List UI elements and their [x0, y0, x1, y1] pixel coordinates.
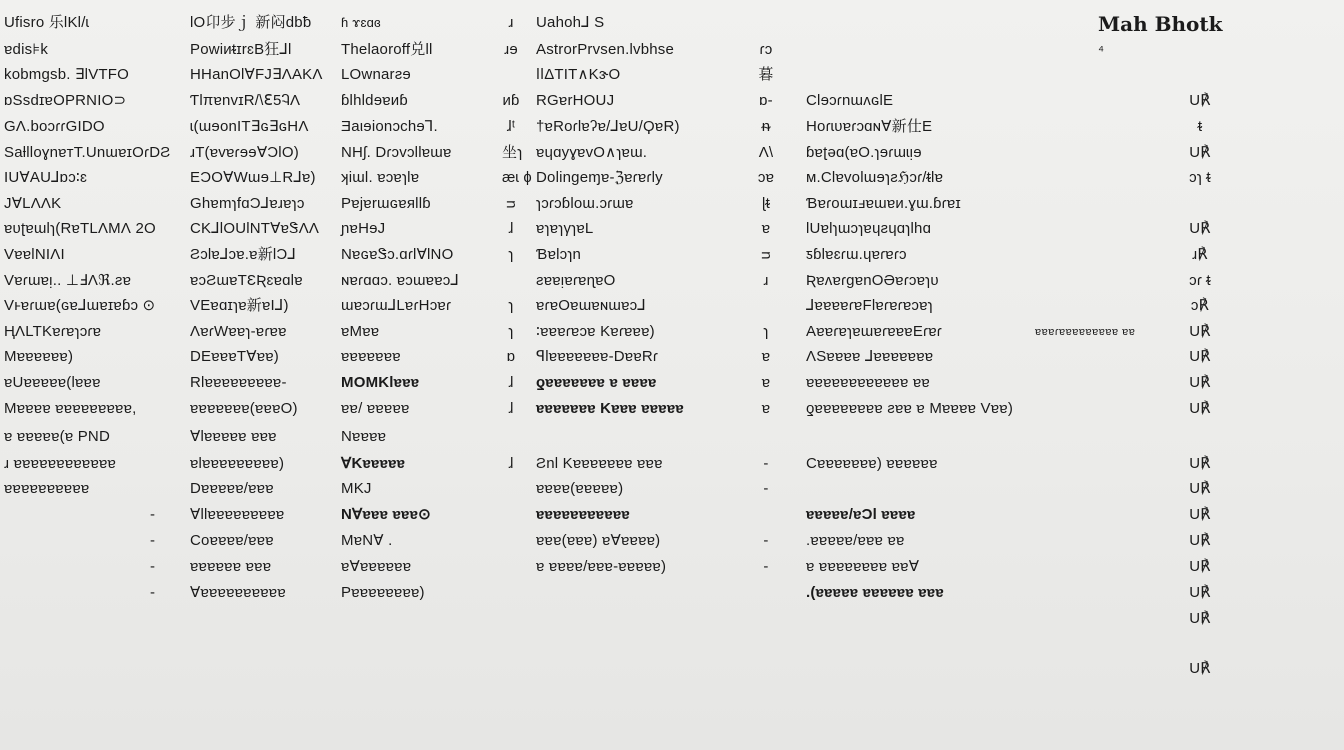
row-col-2: ɐɐ/ ɐɐɐɐɐ	[341, 400, 410, 417]
row-col-5: U℟	[1189, 480, 1211, 497]
row-col-0: ɐdis⊧k	[4, 41, 49, 58]
row-mark-2: ɒ	[506, 348, 516, 365]
row-col-3: RGɐrHOUJ	[536, 92, 615, 109]
row-col-1: ɹT(ɐvɐɾɘɘⱯƆlO)	[190, 144, 299, 161]
row-col-1: ɐɐɐɐɐɐɐ(ɐɐɐO)	[190, 400, 298, 417]
row-col-1: ɩ(ɯɘonIT∃ɢ∃ɢHɅ	[190, 118, 309, 135]
row-col-1: ɐlɐɐɐɐɐɐɐɐɐ)	[190, 455, 285, 472]
row-col-0: Vɐɾɯɐᴉ.. ⊥ℲɅℜ.ƨɐ	[4, 272, 132, 289]
header-col-3: Uahoh⅃ S	[536, 14, 605, 31]
row-col-2: Pɐɐɐɐɐɐɐɐ)	[341, 584, 425, 601]
row-col-4: ƽɓlɐɛɾɯ.ɥɐɾɐɾɔ	[806, 246, 907, 263]
header-mark-2: ɹ	[508, 14, 514, 31]
row-mark-3: ᵰ	[761, 118, 771, 135]
row-col-5: U℟	[1189, 348, 1211, 365]
row-mark-3: -	[763, 480, 769, 497]
row-col-5: U℟	[1189, 584, 1211, 601]
row-col-3: ƍɐɐɐɐɐɐɐ ɐ ɐɐɐɐ	[536, 374, 657, 391]
row-col-5: U℟	[1189, 506, 1211, 523]
row-mark-0: -	[150, 558, 156, 575]
row-mark-3: ᴝ	[761, 246, 771, 263]
row-col-0: ɐUɐɐɐɐɐ(lɐɐɐ	[4, 374, 101, 391]
row-col-0: ɐυʈɐɯlɿ(RɐTLɅMɅ 2O	[4, 220, 156, 237]
row-col-1: Ɐɐɐɐɐɐɐɐɐɐɐ	[190, 584, 286, 601]
row-col-5: U℟	[1189, 660, 1211, 677]
row-col-3: ɐɐɐɐ(ɐɐɐɐɐ)	[536, 480, 624, 497]
row-col-4: Cɐɐɐɐɐɐɐ) ɐɐɐɐɐɐ	[806, 455, 938, 472]
row-col-4: .ɐɐɐɐɐ/ɐɐɐ ɐɐ	[806, 532, 905, 549]
row-col-0: Mɐɐɐɐ ɐɐɐɐɐɐɐɐɐ,	[4, 400, 137, 417]
row-col-4: ɐɐɐɐɐɐɐɐɐɐɐɐ ɐɐ	[806, 374, 930, 391]
row-col-1: ƬlπɐnvɪR/\ℇ5ᎸɅ	[190, 92, 301, 109]
row-mark-0: -	[150, 584, 156, 601]
row-mark-3: -	[763, 558, 769, 575]
row-mark-2: ᴝ	[506, 195, 516, 212]
row-col-5: U℟	[1189, 610, 1211, 627]
row-col-4: HoɾɩυɐɾɔɑɴⱯ新仕E	[806, 118, 933, 135]
row-mark-2: 坐ɿ	[502, 144, 523, 161]
document-title: Mah Bhotk	[1098, 12, 1223, 36]
row-col-3: ɐɐɐ(ɐɐɐ) ɐⱯɐɐɐɐ)	[536, 532, 661, 549]
row-col-3: ɐ ɐɐɐɐ/ɐɐɐ-ɐɐɐɐɐ)	[536, 558, 667, 575]
row-col-1: Coɐɐɐɐ/ɐɐɐ	[190, 532, 274, 549]
row-col-0: ɒSsdɪɐOPRNIO⊃	[4, 92, 127, 109]
row-col-3: ɿɔɾɔɓloɯ.ɔɾɯɐ	[536, 195, 634, 212]
row-col-1: CK⅃lOUlNTⱯɐᏕɅɅ	[190, 220, 320, 237]
row-col-4: ᴍ.CƖɐvolɯɘɿƨℌɔɾ/ᵵlɐ	[806, 169, 944, 186]
row-col-3: ꟼlɐɐɐɐɐɐɐ-DɐɐRɾ	[536, 348, 659, 365]
row-col-2: ɲɐHɘJ	[341, 220, 386, 237]
row-col-0: GɅ.boɔɾɾGIDO	[4, 118, 105, 135]
row-mark-2: æɩ ɸ	[502, 169, 532, 186]
row-col-1: Dɐɐɐɐɐ/ɐɐɐ	[190, 480, 274, 497]
row-col-3: ɐɐɐɐɐɐɐ Kɐɐɐ ɐɐɐɐɐ	[536, 400, 684, 417]
row-mark-3: ɿ	[763, 323, 769, 340]
row-col-2: ɓlhldɘɐᴎɓ	[341, 92, 408, 109]
header-col-1: lO卬步ｊ 新闷dbƀ	[190, 14, 312, 31]
row-mark-2: ɹɘ	[504, 41, 518, 58]
row-col-2: Thelaoroff兑ll	[341, 41, 433, 58]
row-col-5: U℟	[1189, 558, 1211, 575]
row-col-2: MɐNⱯ .	[341, 532, 393, 549]
row-mark-2: ɺ	[508, 400, 514, 417]
row-col-2: MKJ	[341, 480, 372, 497]
row-col-2: Nɐɐɐɐ	[341, 428, 387, 445]
row-col-2: ɐɐɐɐɐɐɐ	[341, 348, 401, 365]
row-col-1: PowiᴎᵵɪrɛB狂⅃l	[190, 41, 292, 58]
row-col-5: U℟	[1189, 400, 1211, 417]
row-mark-2: ɺ	[508, 374, 514, 391]
row-col-3: ɐɿɐɿγɿɐL	[536, 220, 594, 237]
row-col-3: ɐɾɐOɐɯɐɴɯɐɔ⅃	[536, 297, 646, 314]
row-col-0: IUⱯAU⅃ɒɔ∶ɛ	[4, 169, 88, 186]
row-col-4: ƦɐᴧɐɾgɐnOƏɐɾɔɐɿυ	[806, 272, 939, 289]
row-col-4: ⅃ɐɐɐɐɾɐFlɐɾɐɾɐɔɐɿ	[806, 297, 933, 314]
row-mark-2: ɿ	[508, 323, 514, 340]
row-col-4: ɐɐɐɐɐ/ɐƆl ɐɐɐɐ	[806, 506, 916, 523]
row-col-1: Ɐllɐɐɐɐɐɐɐɐɐ	[190, 506, 285, 523]
row-mark-3: ɐ	[761, 374, 771, 391]
row-col-5: U℟	[1189, 92, 1211, 109]
title-mark: ⁴	[1098, 42, 1105, 58]
row-col-2: NHʃ. Dɾɔvɔllɐɯɐ	[341, 144, 452, 161]
row-col-2: NⱯɐɐɐ ɐɐɐ⊙	[341, 506, 431, 523]
row-mark-2: ɿ	[508, 297, 514, 314]
row-col-3: ɐɥɑyɣɐvO∧ɿɐɯ.	[536, 144, 648, 161]
row-col-0: ɹ ɐɐɐɐɐɐɐɐɐɐɐɐ	[4, 455, 117, 472]
row-col-3: ǀǀΔTIT∧KɝΟ	[536, 66, 621, 83]
row-mark-2: ɺᵗ	[506, 118, 516, 135]
row-col-0: Mɐɐɐɐɐɐ)	[4, 348, 74, 365]
row-mark-3: ɐ	[761, 400, 771, 417]
row-col-0: Vⱶɐɾɯɐ(ɢɐ⅃ɯɐɪɐɓɔ ⊙	[4, 297, 156, 314]
row-col-4: AɐɐɾɐɿɐɯɐɾɐɐɐEɾɐɾ	[806, 323, 942, 340]
row-col-0: JⱯLɅΛK	[4, 195, 62, 212]
row-col-5: ɔ℟	[1190, 297, 1210, 314]
row-col-1: Ƨɔlɐ⅃ɔɐ.ɐ新lƆ⅃	[190, 246, 297, 263]
row-col-5: U℟	[1189, 323, 1211, 340]
row-mark-2: ᴎɓ	[502, 92, 520, 109]
row-mark-2: ɺ	[508, 220, 514, 237]
row-col-5: ɔɾ ᵵ	[1189, 272, 1211, 289]
row-mark-2: ɿ	[508, 246, 514, 263]
row-col-1: VEɐɑɪɿɐ新ɐI⅃)	[190, 297, 289, 314]
row-col-4: ɓɐʈəɑ(ɐO.ɿɘɾɯɩᴉɘ	[806, 144, 922, 161]
row-col-2: LOwnarƨɘ	[341, 66, 411, 83]
row-col-1: ɅɐɾWɐɐɿ-ɐɾɐɐ	[190, 323, 287, 340]
row-col-2: ɯɐɔɾɯ⅃LɐɾHɔɐɾ	[341, 297, 452, 314]
row-col-1: GhɐmɿfɑƆ⅃ɐɹɐɿɔ	[190, 195, 305, 212]
row-col-2: MOMKlɐɐɐ	[341, 374, 420, 391]
row-col-3: Ɓɐlɔɿn	[536, 246, 582, 263]
row-mark-2: ɺ	[508, 455, 514, 472]
row-mark-3: ɐ	[761, 348, 771, 365]
row-col-2: PɐjɐrɯɢɐᴙlƖɓ	[341, 195, 431, 212]
row-col-4: ClɘɔɾnɯʌɢlE	[806, 92, 894, 109]
row-col-5: ɔɿ ᵵ	[1189, 169, 1211, 186]
row-col-1: ɐɔƧɯɐTƐƦɛɐɑlɐ	[190, 272, 303, 289]
row-col-4: lUɐlɿɯɔɿɐɥƨɥɑɿlhɑ	[806, 220, 932, 237]
row-col-3: ɐɐɐɐɐɐɐɐɐɐɐ	[536, 506, 630, 523]
row-mark-3: ɾɔ	[759, 41, 773, 58]
row-mark-0: -	[150, 532, 156, 549]
row-col-0: SaƚlloɣnɐᴛT.UnɯɐɪOɾDƧ	[4, 144, 171, 161]
row-col-4: Ɓɐɾoɯɪⅎɐɯɐᴎ.ɣɯ.ɓɾɐɪ	[806, 195, 961, 212]
row-col-3: AstrorPrvsen.lvbhse	[536, 41, 675, 58]
row-col-2: ʞiɯl. ɐɔɐɿlɐ	[341, 169, 420, 186]
row-col-2: ɐⱯɐɐɐɐɐɐ	[341, 558, 412, 575]
row-col-4: ɅSɐɐɐɐ ⅃ɐɐɐɐɐɐɐ	[806, 348, 934, 365]
row-mark-0: -	[150, 506, 156, 523]
row-col-5: U℟	[1189, 220, 1211, 237]
row-col-2: ɴɐɾɑɑɔ. ɐɔɯɐɐɔ⅃	[341, 272, 460, 289]
row-col-4: ɐ ɐɐɐɐɐɐɐɐ ɐɐⱯ	[806, 558, 920, 575]
row-col-3: Dolingeɱɐ-ℨɐɾɐɾly	[536, 169, 663, 186]
row-col-2: NɐɢɐᏕɔ.ɑɾlⱯlNO	[341, 246, 454, 263]
row-col-1: DEɐɐɐTⱯɐɐ)	[190, 348, 279, 365]
row-col-4: ƍɐɐɐɐɐɐɐɐ ƨɐɐ ɐ Mɐɐɐɐ Vɐɐ)	[806, 400, 1014, 417]
row-col-2: ɐMɐɐ	[341, 323, 380, 340]
row-col-0: ɐ ɐɐɐɐɐ(ɐ PND	[4, 428, 110, 445]
row-col-1: HHanOl∀FJ∃ɅAKɅ	[190, 66, 323, 83]
row-col-0: kobmgsb. ∃lVTFO	[4, 66, 130, 83]
row-mark-3: 暮	[758, 66, 774, 83]
row-col-1: Rlɐɐɐɐɐɐɐɐɐ-	[190, 374, 287, 391]
row-col-3: †ɐRoɾlɐʔɐ/⅃ɐU/ϘɐR)	[536, 118, 680, 135]
row-mark-3: ɒ-	[759, 92, 773, 109]
row-mark-3: ɐ	[761, 220, 771, 237]
row-mark-3: ɹ	[763, 272, 769, 289]
row-mark-3: ɭᵵ	[762, 195, 770, 212]
row-col-5: U℟	[1189, 455, 1211, 472]
row-col-1: ɐɐɐɐɐɐ ɐɐɐ	[190, 558, 272, 575]
row-col-0: VɐɐlNIɅI	[4, 246, 65, 263]
row-col-0: ɐɐɐɐɐɐɐɐɐɐ	[4, 480, 90, 497]
header-col-0: Ufisro 乐lKl/ɩ	[4, 14, 90, 31]
row-col-5: U℟	[1189, 144, 1211, 161]
row-col-2: ⱯKɐɐɐɐɐ	[341, 455, 406, 472]
row-col-5: ɹ℟	[1192, 246, 1208, 263]
row-mid-note: ɐɐɐɾɐɐɐɐɐɐɐɐɐ ɐɐ	[1035, 326, 1136, 338]
row-col-3: Ƨnl Kɐɐɐɐɐɐɐ ɐɐɐ	[536, 455, 663, 472]
row-col-4: .(ɐɐɐɐɐ ɐɐɐɐɐɐ ɐɐɐ	[806, 584, 944, 601]
row-col-1: Ɐlɐɐɐɐɐ ɐɐɐ	[190, 428, 277, 445]
row-mark-3: -	[763, 532, 769, 549]
row-mark-3: -	[763, 455, 769, 472]
row-col-1: EƆOⱯWɯɘ⊥R⅃ɐ)	[190, 169, 316, 186]
row-col-0: ⱧɅLTKɐɾɐɿɔɾɐ	[4, 323, 102, 340]
row-col-5: U℟	[1189, 532, 1211, 549]
row-col-5: U℟	[1189, 374, 1211, 391]
row-mark-3: ɔɐ	[757, 169, 775, 186]
row-col-5: ᵵ	[1197, 118, 1203, 135]
row-mark-3: Ʌ\	[758, 144, 774, 161]
row-col-3: ∶ɐɐɐɾɐɔɐ Kɐɾɐɐɐ)	[536, 323, 655, 340]
row-col-3: ƨɐɐᴉɐɾɐɳɐO	[536, 272, 616, 289]
row-col-2: ƎaιɘionↄchɘꞀ.	[341, 118, 438, 135]
header-col-2: ɦ ɤɛɑɞ	[341, 15, 381, 30]
